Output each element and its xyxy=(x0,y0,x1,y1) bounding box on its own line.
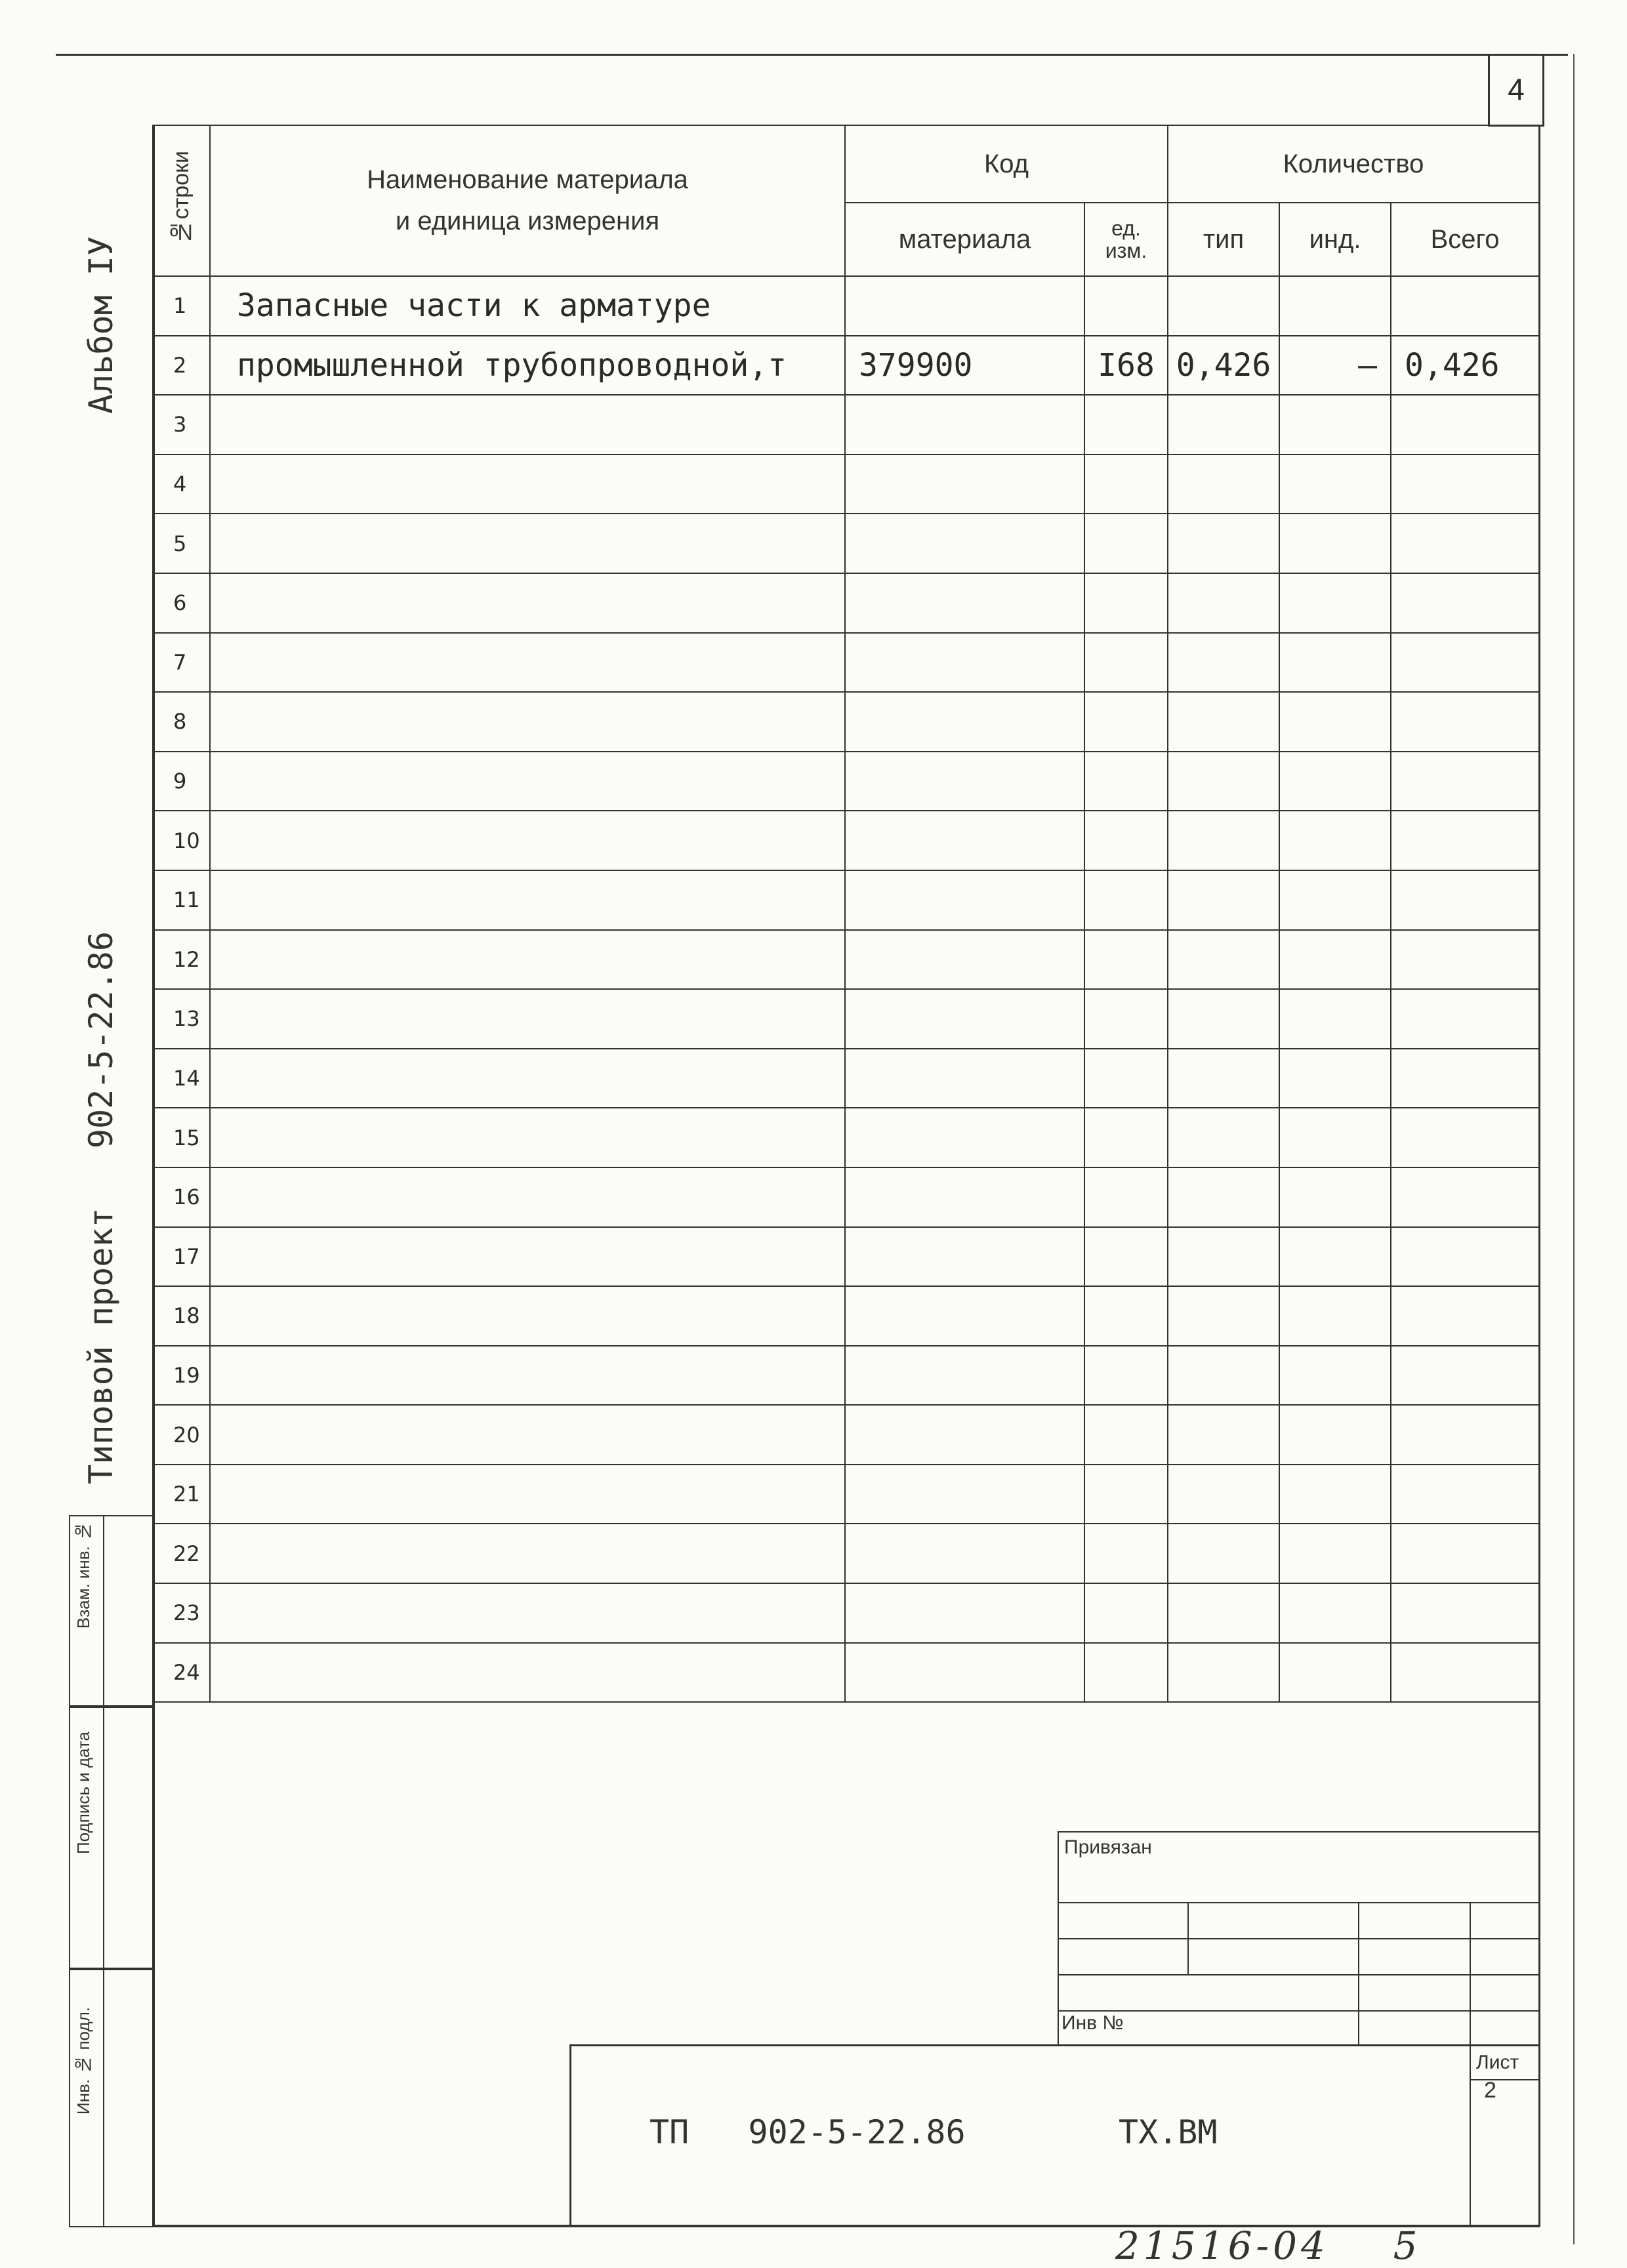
qty-total-cell xyxy=(1391,1346,1539,1406)
row-number-cell: 18 xyxy=(153,1286,210,1346)
qty-type-cell xyxy=(1168,1643,1279,1703)
material-code-cell xyxy=(845,1049,1084,1108)
orig-inv-label: Инв. № подл. xyxy=(73,2007,93,2115)
material-name-cell xyxy=(210,1524,845,1583)
stamp-line xyxy=(1058,1902,1538,1903)
qty-type-cell xyxy=(1168,455,1279,514)
table-row xyxy=(153,989,1539,1049)
material-code-cell xyxy=(845,692,1084,752)
material-code-cell: 379900 xyxy=(845,336,1084,395)
table-row xyxy=(153,1643,1539,1703)
table-row xyxy=(153,1108,1539,1167)
table-row xyxy=(153,1286,1539,1346)
qty-type-cell xyxy=(1168,1108,1279,1167)
row-number-cell: 5 xyxy=(153,514,210,573)
unit-code-cell xyxy=(1084,811,1168,870)
qty-total-cell xyxy=(1391,633,1539,693)
row-number-header: №строки xyxy=(153,125,210,276)
qty-total-cell xyxy=(1391,1405,1539,1465)
qty-ind-cell xyxy=(1279,989,1391,1049)
material-name-cell xyxy=(210,1167,845,1227)
qty-ind-cell xyxy=(1279,1286,1391,1346)
material-code-cell xyxy=(845,1227,1084,1287)
stamp-line xyxy=(1470,2079,1538,2080)
material-name-cell xyxy=(210,1286,845,1346)
material-code-cell xyxy=(845,633,1084,693)
sheet-value: 2 xyxy=(1484,2078,1496,2103)
unit-code-cell xyxy=(1084,870,1168,930)
qty-ind-cell xyxy=(1279,1108,1391,1167)
qty-total-cell xyxy=(1391,1167,1539,1227)
material-name-cell xyxy=(210,692,845,752)
row-number-cell: 24 xyxy=(153,1643,210,1703)
qty-ind-cell xyxy=(1279,1167,1391,1227)
qty-ind-cell xyxy=(1279,811,1391,870)
qty-total-cell xyxy=(1391,811,1539,870)
row-number-cell: 20 xyxy=(153,1405,210,1465)
unit-code-cell xyxy=(1084,930,1168,990)
bound-label: Привязан xyxy=(1064,1836,1152,1858)
stamp-line xyxy=(1058,1831,1538,1833)
material-code-cell xyxy=(845,573,1084,633)
unit-code-cell xyxy=(1084,1346,1168,1406)
row-number-cell: 16 xyxy=(153,1167,210,1227)
sheet-number: 4 xyxy=(1488,54,1544,127)
qty-type-cell xyxy=(1168,1524,1279,1583)
inv-no-label: Инв № xyxy=(1061,2012,1124,2034)
qty-ind-cell xyxy=(1279,1583,1391,1643)
unit-code-cell xyxy=(1084,455,1168,514)
title-block-left-line xyxy=(569,2044,571,2225)
row-number-cell: 2 xyxy=(153,336,210,395)
material-code-cell xyxy=(845,514,1084,573)
qty-total-cell xyxy=(1391,395,1539,455)
table-row xyxy=(153,811,1539,870)
qty-total-cell xyxy=(1391,1643,1539,1703)
table-row xyxy=(153,1465,1539,1524)
stamp-line xyxy=(1058,1938,1538,1939)
row-number-cell: 9 xyxy=(153,752,210,811)
unit-code-cell xyxy=(1084,1465,1168,1524)
table-row xyxy=(153,276,1539,336)
material-name-cell xyxy=(210,573,845,633)
material-code-cell xyxy=(845,1346,1084,1406)
row-number-cell: 11 xyxy=(153,870,210,930)
page-edge-line xyxy=(1573,54,1575,2244)
material-name-cell: Запасные части к арматуре xyxy=(210,276,845,336)
unit-code-cell xyxy=(1084,1643,1168,1703)
qty-ind-cell xyxy=(1279,1049,1391,1108)
material-name-cell xyxy=(210,1108,845,1167)
code-material-header: материала xyxy=(845,203,1084,276)
qty-ind-cell xyxy=(1279,455,1391,514)
table-row xyxy=(153,870,1539,930)
material-name-cell xyxy=(210,1643,845,1703)
unit-code-cell xyxy=(1084,1583,1168,1643)
code-header: Код xyxy=(845,125,1168,203)
material-name-cell xyxy=(210,989,845,1049)
material-code-cell xyxy=(845,811,1084,870)
qty-total-cell xyxy=(1391,1108,1539,1167)
row-number-cell: 3 xyxy=(153,395,210,455)
material-code-cell xyxy=(845,276,1084,336)
material-name-cell: промышленной трубопроводной,т xyxy=(210,336,845,395)
unit-code-cell xyxy=(1084,573,1168,633)
title-block-top-line xyxy=(569,2044,1538,2046)
qty-total-cell xyxy=(1391,752,1539,811)
qty-ind-cell xyxy=(1279,633,1391,693)
material-name-cell xyxy=(210,1227,845,1287)
album-label: Альбом IУ xyxy=(82,236,120,414)
unit-code-cell xyxy=(1084,989,1168,1049)
material-name-cell xyxy=(210,1583,845,1643)
qty-type-cell xyxy=(1168,870,1279,930)
qty-type-cell xyxy=(1168,1167,1279,1227)
qty-ind-cell xyxy=(1279,573,1391,633)
unit-code-cell xyxy=(1084,752,1168,811)
material-name-cell xyxy=(210,870,845,930)
qty-type-cell xyxy=(1168,692,1279,752)
table-row xyxy=(153,1405,1539,1465)
unit-code-cell: I68 xyxy=(1084,336,1168,395)
stamp-line xyxy=(1470,1902,1471,2225)
material-code-cell xyxy=(845,455,1084,514)
table-row xyxy=(153,1524,1539,1583)
qty-ind-cell xyxy=(1279,276,1391,336)
row-number-cell: 6 xyxy=(153,573,210,633)
material-name-cell xyxy=(210,633,845,693)
qty-total-cell xyxy=(1391,1049,1539,1108)
qty-total-cell xyxy=(1391,1524,1539,1583)
material-code-cell xyxy=(845,1405,1084,1465)
material-name-cell xyxy=(210,455,845,514)
stamp-line xyxy=(1058,1974,1538,1975)
qty-type-cell xyxy=(1168,930,1279,990)
material-name-cell xyxy=(210,752,845,811)
quantity-header: Количество xyxy=(1168,125,1539,203)
qty-type-cell xyxy=(1168,1346,1279,1406)
unit-code-cell xyxy=(1084,633,1168,693)
unit-code-cell xyxy=(1084,1405,1168,1465)
code-unit-header: ед. изм. xyxy=(1084,203,1168,276)
qty-ind-cell xyxy=(1279,1524,1391,1583)
row-number-cell: 22 xyxy=(153,1524,210,1583)
material-code-cell xyxy=(845,1583,1084,1643)
material-code-cell xyxy=(845,930,1084,990)
unit-code-cell xyxy=(1084,395,1168,455)
qty-type-cell xyxy=(1168,989,1279,1049)
unit-code-cell xyxy=(1084,514,1168,573)
qty-ind-cell: – xyxy=(1279,336,1391,395)
material-spec-table xyxy=(152,125,1540,1703)
table-row xyxy=(153,692,1539,752)
qty-total-cell xyxy=(1391,1583,1539,1643)
qty-type-cell: 0,426 xyxy=(1168,336,1279,395)
material-name-cell xyxy=(210,930,845,990)
unit-code-cell xyxy=(1084,1108,1168,1167)
qty-total-cell xyxy=(1391,573,1539,633)
stamp-line xyxy=(1058,2010,1538,2012)
material-name-cell xyxy=(210,1405,845,1465)
top-border-line xyxy=(56,54,1568,56)
qty-type-cell xyxy=(1168,276,1279,336)
material-code-cell xyxy=(845,752,1084,811)
material-name-cell xyxy=(210,811,845,870)
material-code-cell xyxy=(845,395,1084,455)
qty-ind-cell xyxy=(1279,514,1391,573)
qty-total-cell xyxy=(1391,1227,1539,1287)
table-row xyxy=(153,633,1539,693)
material-code-cell xyxy=(845,1286,1084,1346)
material-name-cell xyxy=(210,1346,845,1406)
qty-type-cell xyxy=(1168,1583,1279,1643)
table-row xyxy=(153,336,1539,395)
qty-type-header: тип xyxy=(1168,203,1279,276)
unit-code-cell xyxy=(1084,276,1168,336)
row-number-cell: 1 xyxy=(153,276,210,336)
qty-ind-cell xyxy=(1279,395,1391,455)
unit-code-cell xyxy=(1084,1167,1168,1227)
document-code: ТП 902-5-22.86 xyxy=(649,2113,966,2151)
qty-total-cell xyxy=(1391,1286,1539,1346)
qty-total-cell: 0,426 xyxy=(1391,336,1539,395)
qty-type-cell xyxy=(1168,1049,1279,1108)
material-code-cell xyxy=(845,1167,1084,1227)
row-number-cell: 12 xyxy=(153,930,210,990)
qty-total-cell xyxy=(1391,989,1539,1049)
archive-number: 21516-04 5 xyxy=(1115,2223,1422,2268)
qty-type-cell xyxy=(1168,514,1279,573)
qty-total-cell xyxy=(1391,514,1539,573)
qty-ind-cell xyxy=(1279,870,1391,930)
row-number-cell: 15 xyxy=(153,1108,210,1167)
material-name-cell xyxy=(210,395,845,455)
qty-total-cell xyxy=(1391,1465,1539,1524)
row-number-cell: 19 xyxy=(153,1346,210,1406)
qty-ind-cell xyxy=(1279,1405,1391,1465)
row-number-cell: 7 xyxy=(153,633,210,693)
qty-type-cell xyxy=(1168,752,1279,811)
row-number-cell: 13 xyxy=(153,989,210,1049)
qty-type-cell xyxy=(1168,395,1279,455)
material-code-cell xyxy=(845,989,1084,1049)
table-row xyxy=(153,395,1539,455)
row-number-cell: 14 xyxy=(153,1049,210,1108)
material-code-cell xyxy=(845,870,1084,930)
qty-ind-cell xyxy=(1279,1465,1391,1524)
qty-type-cell xyxy=(1168,1405,1279,1465)
material-name-cell xyxy=(210,1049,845,1108)
stamp-line xyxy=(1187,1902,1189,1974)
qty-type-cell xyxy=(1168,633,1279,693)
qty-total-cell xyxy=(1391,930,1539,990)
qty-ind-cell xyxy=(1279,692,1391,752)
qty-type-cell xyxy=(1168,573,1279,633)
table-row xyxy=(153,1049,1539,1108)
material-code-cell xyxy=(845,1643,1084,1703)
table-row xyxy=(153,930,1539,990)
qty-type-cell xyxy=(1168,1465,1279,1524)
row-number-cell: 23 xyxy=(153,1583,210,1643)
qty-type-cell xyxy=(1168,1286,1279,1346)
unit-code-cell xyxy=(1084,1524,1168,1583)
table-row xyxy=(153,1167,1539,1227)
unit-code-cell xyxy=(1084,692,1168,752)
row-number-cell: 4 xyxy=(153,455,210,514)
table-row xyxy=(153,1346,1539,1406)
table-row xyxy=(153,1583,1539,1643)
qty-ind-cell xyxy=(1279,1346,1391,1406)
stamp-line xyxy=(1358,1902,1359,2044)
qty-ind-cell xyxy=(1279,1643,1391,1703)
qty-ind-cell xyxy=(1279,930,1391,990)
project-label: Типовой проект 902-5-22.86 xyxy=(82,931,120,1484)
table-row xyxy=(153,573,1539,633)
material-name-cell xyxy=(210,1465,845,1524)
qty-total-cell xyxy=(1391,276,1539,336)
qty-total-cell xyxy=(1391,692,1539,752)
qty-ind-header: инд. xyxy=(1279,203,1391,276)
table-row xyxy=(153,1227,1539,1287)
material-name-header: Наименование материала и единица измерения xyxy=(210,125,845,276)
material-code-cell xyxy=(845,1108,1084,1167)
table-row xyxy=(153,514,1539,573)
qty-ind-cell xyxy=(1279,752,1391,811)
qty-total-header: Всего xyxy=(1391,203,1539,276)
replace-inv-label: Взам. инв. № xyxy=(73,1522,93,1629)
table-row xyxy=(153,455,1539,514)
row-number-cell: 17 xyxy=(153,1227,210,1287)
material-code-cell xyxy=(845,1524,1084,1583)
row-number-cell: 10 xyxy=(153,811,210,870)
qty-total-cell xyxy=(1391,455,1539,514)
document-mark: ТХ.ВМ xyxy=(1119,2113,1218,2151)
unit-code-cell xyxy=(1084,1227,1168,1287)
sheet-label: Лист xyxy=(1476,2052,1519,2073)
signature-date-label: Подпись и дата xyxy=(73,1731,93,1855)
material-code-cell xyxy=(845,1465,1084,1524)
table-row xyxy=(153,752,1539,811)
unit-code-cell xyxy=(1084,1286,1168,1346)
qty-type-cell xyxy=(1168,811,1279,870)
qty-type-cell xyxy=(1168,1227,1279,1287)
qty-total-cell xyxy=(1391,870,1539,930)
material-name-cell xyxy=(210,514,845,573)
row-number-cell: 21 xyxy=(153,1465,210,1524)
qty-ind-cell xyxy=(1279,1227,1391,1287)
row-number-cell: 8 xyxy=(153,692,210,752)
unit-code-cell xyxy=(1084,1049,1168,1108)
